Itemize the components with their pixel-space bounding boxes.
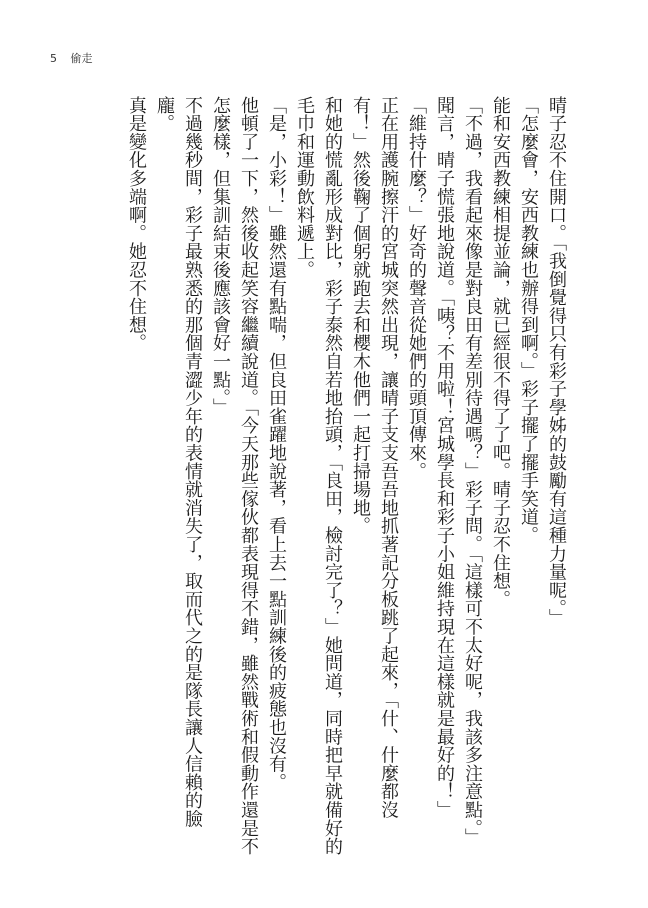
paragraph: 和她的慌亂形成對比，彩子泰然自若地抬頭，「良田，檢討完了？」她問道，同時把早就備好的毛巾和運動飲料遞上。 <box>294 96 343 856</box>
paragraph: 「怎麼會，安西教練也辦得到啊。」彩子擺了擺手笑道。 <box>518 96 539 545</box>
paragraph: 「是，小彩！」雖然還有點喘，但良田雀躍地說著，看上去一點訓練後的疲態也沒有。 <box>266 96 287 792</box>
paragraph: 晴子忍不住開口。「我倒覺得只有彩子學姊的鼓勵有這種力量呢。」 <box>546 96 567 627</box>
paragraph: 聞言，晴子慌張地說道。「咦？不用啦！宮城學長和彩子小姐維持現在這樣就是最好的！」 <box>434 96 455 819</box>
page-number: 5 <box>50 52 57 65</box>
paragraph: 「不過，我看起來像是對良田有差別待遇嗎？」彩子問。「這樣可不太好呢，我該多注意點。」 <box>462 96 483 847</box>
paragraph: 正在用護腕擦汗的宮城突然出現，讓晴子支支吾吾地抓著記分板跳了起來，「什、什麼都沒有！」然後鞠了個躬就跑去和櫻木他們一起打掃場地。 <box>350 96 399 819</box>
paragraph: 不過幾秒間，彩子最熟悉的那個青澀少年的表情就消失了，取而代之的是隊長讓人信賴的臉龐。 <box>154 96 203 828</box>
body-text <box>62 96 570 858</box>
book-title: 偷走 <box>70 52 93 65</box>
page-header <box>50 50 93 66</box>
paragraph: 真是變化多端啊。她忍不住想。 <box>126 96 147 353</box>
paragraph: 「維持什麼？」好奇的聲音從她們的頭頂傳來。 <box>406 96 427 481</box>
paragraph: 他頓了一下，然後收起笑容繼續說道。「今天那些傢伙都表現得不錯，雖然戰術和假動作還是不怎麼樣，但集訓結束後應該會好一點。」 <box>210 96 259 856</box>
paragraph: 能和安西教練相提並論，就已經很不得了了吧。晴子忍不住想。 <box>490 96 511 609</box>
